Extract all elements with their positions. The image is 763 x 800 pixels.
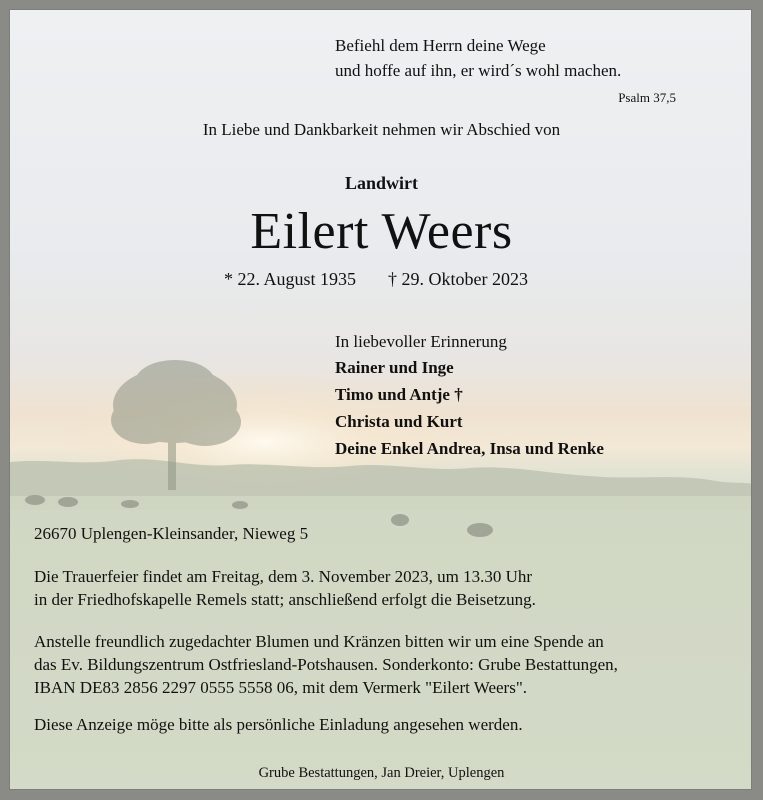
donation-line-1: Anstelle freundlich zugedachter Blumen und Kränzen bitten wir um eine Spende an	[34, 632, 604, 651]
address-text: 26670 Uplengen-Kleinsander, Nieweg 5	[34, 524, 309, 543]
intro-text: In Liebe und Dankbarkeit nehmen wir Abschied von	[202, 120, 561, 139]
mourner-name: Christa und Kurt	[335, 412, 463, 431]
mourners-heading: In liebevoller Erinnerung	[335, 332, 507, 351]
death-date: † 29. Oktober 2023	[388, 269, 528, 289]
verse-line-2: und hoffe auf ihn, er wird´s wohl machen.	[335, 61, 622, 80]
mourner-name: Timo und Antje †	[335, 385, 463, 404]
occupation-label: Landwirt	[344, 173, 418, 193]
verse-reference: Psalm 37,5	[618, 90, 676, 105]
donation-line-3: IBAN DE83 2856 2297 0555 5558 06, mit dem Vermerk "Eilert Weers".	[34, 678, 528, 697]
verse-line-1: Befiehl dem Herrn deine Wege	[335, 36, 546, 55]
funeral-line-2: in der Friedhofskapelle Remels statt; anschließend erfolgt die Beisetzung.	[34, 590, 536, 609]
deceased-name: Eilert Weers	[250, 203, 513, 260]
obituary-notice	[9, 9, 752, 790]
mourner-name: Rainer und Inge	[335, 358, 454, 377]
birth-date: * 22. August 1935	[224, 269, 357, 289]
funeral-line-1: Die Trauerfeier findet am Freitag, dem 3. November 2023, um 13.30 Uhr	[34, 567, 533, 586]
funeral-home-footer: Grube Bestattungen, Jan Dreier, Uplengen	[258, 765, 505, 781]
donation-line-2: das Ev. Bildungszentrum Ostfriesland-Potshausen. Sonderkonto: Grube Bestattungen,	[34, 655, 618, 674]
mourner-name: Deine Enkel Andrea, Insa und Renke	[335, 439, 604, 458]
invitation-text: Diese Anzeige möge bitte als persönliche Einladung angesehen werden.	[34, 715, 523, 734]
